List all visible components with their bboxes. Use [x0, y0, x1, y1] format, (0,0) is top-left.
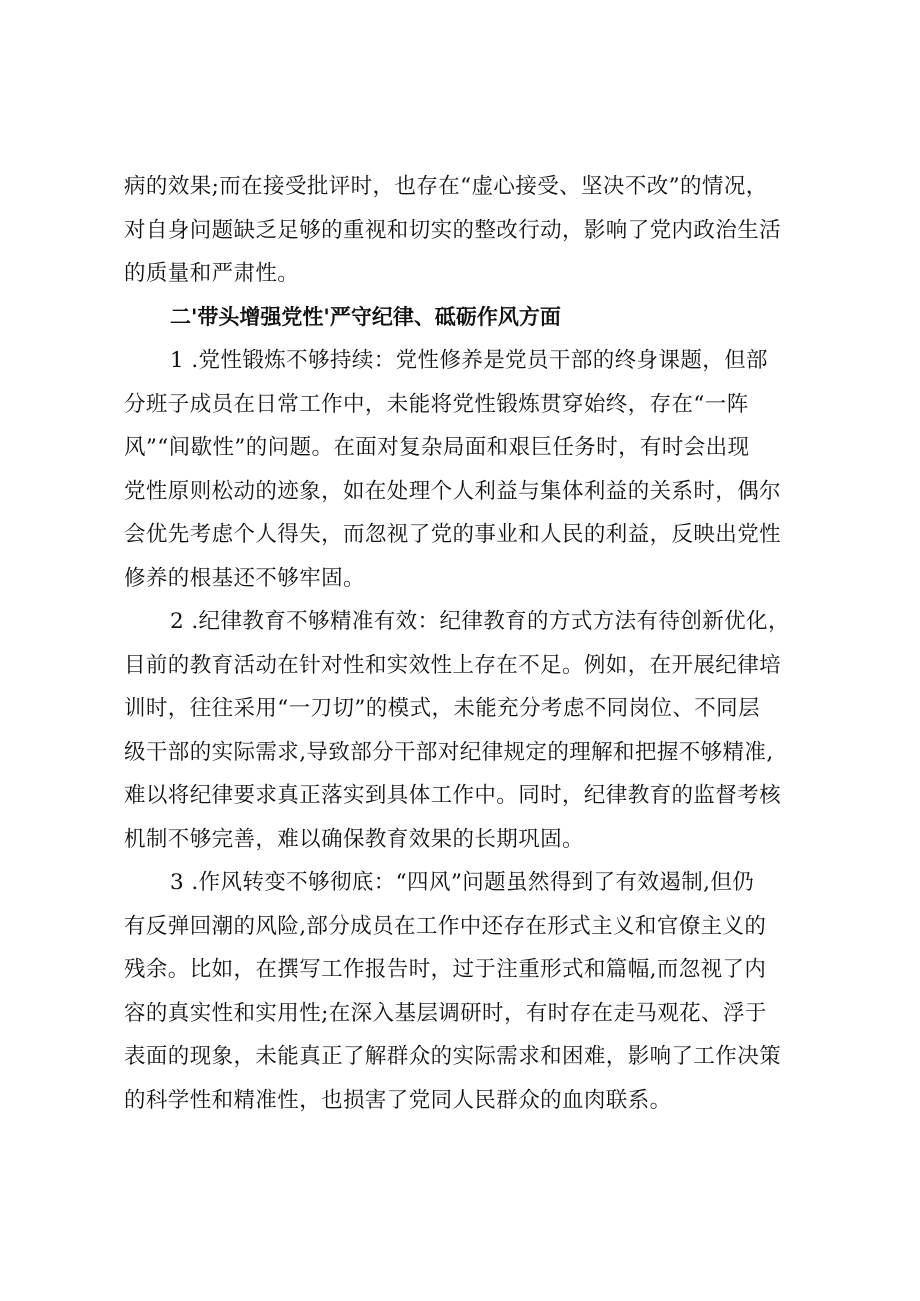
paragraph-item-2 [124, 600, 804, 861]
text-line: 目前的教育活动在针对性和实效性上存在不足。例如，在开展纪律培 [124, 652, 782, 678]
text-line: 对自身问题缺乏足够的重视和切实的整改行动，影响了党内政治生活 [124, 217, 782, 243]
text-line: 容的真实性和实用性;在深入基层调研时，有时存在走马观花、浮于 [124, 1000, 767, 1026]
text-line: 有反弹回潮的风险,部分成员在工作中还存在形式主义和官僚主义的 [124, 913, 767, 939]
text-line: 会优先考虑个人得失，而忽视了党的事业和人民的利益，反映出党性 [124, 522, 782, 547]
text-line: 难以将纪律要求真正落实到具体工作中。同时，纪律教育的监督考核 [124, 783, 782, 808]
section-heading: 二'带头增强党性'严守纪律、砥砺作风方面 [170, 304, 561, 329]
text-line: 级干部的实际需求,导致部分干部对纪律规定的理解和把握不够精准, [124, 739, 774, 765]
text-line: 表面的现象，未能真正了解群众的实际需求和困难，影响了工作决策 [124, 1044, 782, 1069]
text-line: 3 .作风转变不够彻底：“四风”问题虽然得到了有效遏制,但仍 [170, 870, 755, 895]
text-line: 风”“间歇性”的问题。在面对复杂局面和艰巨任务时，有时会出现 [124, 435, 750, 460]
text-line: 训时，往往采用“一刀切”的模式，未能充分考虑不同岗位、不同层 [124, 696, 760, 721]
text-line: 2 .纪律教育不够精准有效：纪律教育的方式方法有待创新优化， [170, 609, 790, 634]
text-line: 的质量和严肃性。 [124, 261, 300, 286]
text-line: 病的效果;而在接受批评时，也存在“虚心接受、坚决不改”的情况， [124, 174, 768, 199]
text-line: 残余。比如，在撰写工作报告时，过于注重形式和篇幅,而忽视了内 [124, 957, 767, 982]
paragraph-intro [124, 165, 804, 296]
text-line: 机制不够完善，难以确保教育效果的长期巩固。 [124, 826, 584, 852]
text-line: 修养的根基还不够牢固。 [124, 565, 365, 591]
paragraph-item-1 [124, 339, 804, 600]
text-line: 党性原则松动的迹象，如在处理个人利益与集体利益的关系时，偶尔 [124, 478, 782, 504]
text-line: 1 .党性锻炼不够持续：党性修养是党员干部的终身课题，但部 [170, 348, 768, 373]
text-line: 的科学性和精准性，也损害了党同人民群众的血肉联系。 [124, 1087, 672, 1113]
paragraph-item-3 [124, 861, 804, 1122]
document-body [124, 165, 804, 1122]
text-line: 分班子成员在日常工作中，未能将党性锻炼贯穿始终，存在“一阵 [124, 391, 749, 417]
